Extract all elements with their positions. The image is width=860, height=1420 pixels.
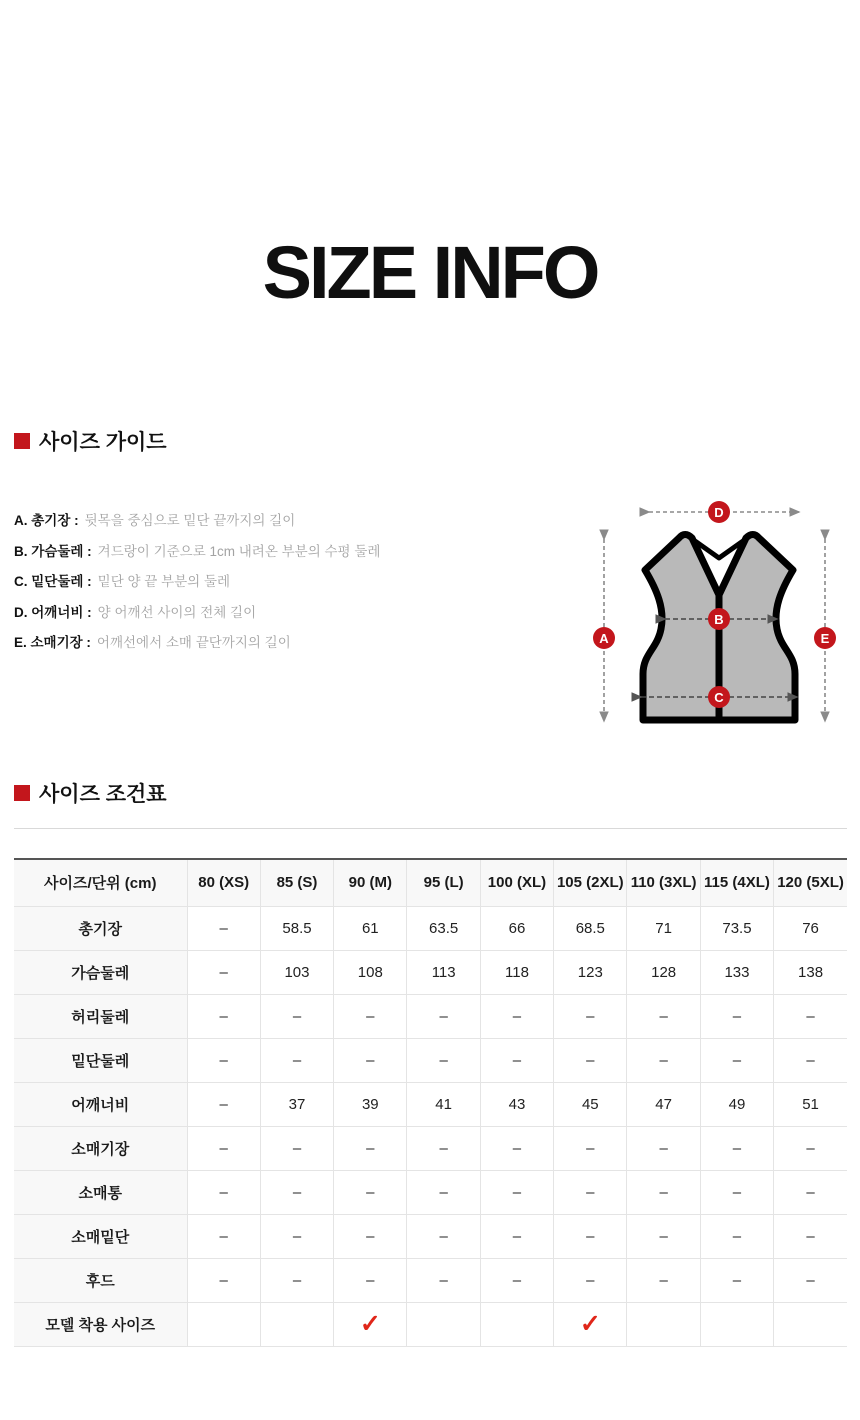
row-label: 어깨너비 xyxy=(14,1082,187,1126)
table-row xyxy=(14,906,847,950)
size-value-cell: 133 xyxy=(700,950,773,994)
size-value-cell: – xyxy=(187,994,260,1038)
row-label: 밑단둘레 xyxy=(14,1038,187,1082)
column-header-size: 120 (5XL) xyxy=(774,859,847,906)
size-value-cell: – xyxy=(260,1126,333,1170)
size-value-cell: 118 xyxy=(480,950,553,994)
table-header-row xyxy=(14,859,847,906)
size-value-cell: – xyxy=(260,1214,333,1258)
column-header-size: 105 (2XL) xyxy=(554,859,627,906)
guide-item-label: E. 소매기장 : xyxy=(14,635,91,651)
table-row xyxy=(14,1302,847,1346)
size-table-heading xyxy=(14,778,167,808)
size-value-cell: – xyxy=(260,994,333,1038)
row-label: 소매통 xyxy=(14,1170,187,1214)
size-value-cell: – xyxy=(187,1214,260,1258)
size-value-cell: – xyxy=(187,1038,260,1082)
badge-c: C xyxy=(714,690,724,705)
guide-item-description: 겨드랑이 기준으로 1cm 내려온 부분의 수평 둘레 xyxy=(97,543,381,559)
size-value-cell: – xyxy=(334,994,407,1038)
vest-measurement-diagram xyxy=(583,494,847,744)
guide-item-label: D. 어깨너비 : xyxy=(14,604,92,620)
size-value-cell: – xyxy=(774,1126,847,1170)
horizontal-divider xyxy=(14,828,847,829)
size-value-cell: 45 xyxy=(554,1082,627,1126)
column-header-size: 110 (3XL) xyxy=(627,859,700,906)
size-value-cell: – xyxy=(334,1170,407,1214)
size-value-cell: 41 xyxy=(407,1082,480,1126)
column-header-unit: 사이즈/단위 (cm) xyxy=(14,859,187,906)
size-value-cell: – xyxy=(480,1038,553,1082)
size-value-cell: 128 xyxy=(627,950,700,994)
size-value-cell: – xyxy=(700,1214,773,1258)
size-value-cell: – xyxy=(187,1126,260,1170)
size-value-cell: – xyxy=(774,994,847,1038)
check-icon: ✓ xyxy=(359,1309,381,1338)
size-value-cell: – xyxy=(187,1082,260,1126)
check-icon: ✓ xyxy=(579,1309,601,1338)
size-value-cell: 66 xyxy=(480,906,553,950)
size-value-cell: 123 xyxy=(554,950,627,994)
table-row xyxy=(14,1214,847,1258)
size-guide-heading xyxy=(14,426,167,456)
size-value-cell: – xyxy=(407,994,480,1038)
size-value-cell: – xyxy=(700,1126,773,1170)
size-value-cell: – xyxy=(334,1214,407,1258)
table-row xyxy=(14,1082,847,1126)
size-value-cell: – xyxy=(480,1170,553,1214)
table-row xyxy=(14,1126,847,1170)
size-value-cell: – xyxy=(554,994,627,1038)
size-value-cell: 138 xyxy=(774,950,847,994)
size-value-cell: – xyxy=(627,1258,700,1302)
guide-item xyxy=(14,565,380,596)
badge-a: A xyxy=(599,631,609,646)
table-body xyxy=(14,906,847,1346)
size-value-cell: – xyxy=(407,1126,480,1170)
table-head xyxy=(14,859,847,906)
size-value-cell: 37 xyxy=(260,1082,333,1126)
size-value-cell: 58.5 xyxy=(260,906,333,950)
size-value-cell: – xyxy=(187,906,260,950)
table-row xyxy=(14,1038,847,1082)
guide-item xyxy=(14,596,380,627)
row-label: 허리둘레 xyxy=(14,994,187,1038)
size-value-cell: – xyxy=(334,1126,407,1170)
size-value-cell: 51 xyxy=(774,1082,847,1126)
size-spec-table xyxy=(14,858,847,1347)
size-value-cell: 39 xyxy=(334,1082,407,1126)
size-value-cell: – xyxy=(700,1170,773,1214)
row-label: 소매밑단 xyxy=(14,1214,187,1258)
red-square-bullet-icon xyxy=(14,785,30,801)
table-row xyxy=(14,994,847,1038)
column-header-size: 80 (XS) xyxy=(187,859,260,906)
size-value-cell: – xyxy=(700,994,773,1038)
size-value-cell: – xyxy=(700,1258,773,1302)
size-value-cell: – xyxy=(260,1038,333,1082)
badge-e: E xyxy=(820,631,830,646)
size-value-cell xyxy=(407,1302,480,1346)
size-guide-heading-label: 사이즈 가이드 xyxy=(39,431,167,454)
row-label: 소매기장 xyxy=(14,1126,187,1170)
size-value-cell: – xyxy=(407,1214,480,1258)
guide-item-label: C. 밑단둘레 : xyxy=(14,574,92,590)
size-value-cell: – xyxy=(480,1214,553,1258)
size-value-cell: – xyxy=(480,994,553,1038)
size-value-cell xyxy=(627,1302,700,1346)
row-label: 모델 착용 사이즈 xyxy=(14,1302,187,1346)
guide-item-description: 어깨선에서 소매 끝단까지의 길이 xyxy=(96,635,291,651)
model-size-check-cell xyxy=(554,1302,627,1346)
size-value-cell: – xyxy=(627,994,700,1038)
guide-item xyxy=(14,504,380,535)
row-label: 총기장 xyxy=(14,906,187,950)
size-value-cell: – xyxy=(627,1038,700,1082)
size-value-cell: – xyxy=(334,1258,407,1302)
size-value-cell xyxy=(260,1302,333,1346)
size-value-cell: – xyxy=(407,1170,480,1214)
size-value-cell xyxy=(774,1302,847,1346)
size-value-cell: 71 xyxy=(627,906,700,950)
guide-item-label: A. 총기장 : xyxy=(14,513,79,529)
size-value-cell: 61 xyxy=(334,906,407,950)
guide-item-description: 밑단 양 끝 부분의 둘레 xyxy=(97,574,231,590)
size-value-cell: 63.5 xyxy=(407,906,480,950)
size-value-cell: – xyxy=(774,1258,847,1302)
size-value-cell: 76 xyxy=(774,906,847,950)
column-header-size: 100 (XL) xyxy=(480,859,553,906)
guide-item xyxy=(14,626,380,657)
size-value-cell: – xyxy=(187,1258,260,1302)
size-value-cell: – xyxy=(407,1038,480,1082)
size-value-cell: – xyxy=(480,1258,553,1302)
size-value-cell xyxy=(187,1302,260,1346)
size-value-cell xyxy=(700,1302,773,1346)
row-label: 가슴둘레 xyxy=(14,950,187,994)
guide-item-description: 뒷목을 중심으로 밑단 끝까지의 길이 xyxy=(84,513,296,529)
size-value-cell: 68.5 xyxy=(554,906,627,950)
size-value-cell: – xyxy=(187,1170,260,1214)
size-value-cell: – xyxy=(700,1038,773,1082)
size-value-cell: 47 xyxy=(627,1082,700,1126)
column-header-size: 90 (M) xyxy=(334,859,407,906)
size-guide-list xyxy=(14,504,380,657)
badge-b: B xyxy=(714,612,724,627)
size-value-cell: 103 xyxy=(260,950,333,994)
table-row xyxy=(14,1170,847,1214)
table-row xyxy=(14,1258,847,1302)
size-value-cell: – xyxy=(627,1214,700,1258)
size-value-cell: – xyxy=(554,1038,627,1082)
column-header-size: 85 (S) xyxy=(260,859,333,906)
size-value-cell: 108 xyxy=(334,950,407,994)
column-header-size: 115 (4XL) xyxy=(700,859,773,906)
size-value-cell: – xyxy=(774,1038,847,1082)
size-value-cell: – xyxy=(554,1126,627,1170)
size-value-cell: – xyxy=(187,950,260,994)
size-value-cell: – xyxy=(774,1214,847,1258)
size-value-cell xyxy=(480,1302,553,1346)
guide-item-description: 양 어깨선 사이의 전체 길이 xyxy=(97,604,257,620)
guide-item xyxy=(14,535,380,566)
size-value-cell: – xyxy=(627,1126,700,1170)
badge-d: D xyxy=(714,505,724,520)
row-label: 후드 xyxy=(14,1258,187,1302)
size-value-cell: 73.5 xyxy=(700,906,773,950)
model-size-check-cell xyxy=(334,1302,407,1346)
size-value-cell: – xyxy=(774,1170,847,1214)
size-value-cell: – xyxy=(554,1170,627,1214)
size-value-cell: – xyxy=(260,1170,333,1214)
size-value-cell: – xyxy=(334,1038,407,1082)
red-square-bullet-icon xyxy=(14,433,30,449)
column-header-size: 95 (L) xyxy=(407,859,480,906)
table-row xyxy=(14,950,847,994)
size-value-cell: – xyxy=(554,1214,627,1258)
size-value-cell: 113 xyxy=(407,950,480,994)
size-value-cell: – xyxy=(480,1126,553,1170)
size-value-cell: 49 xyxy=(700,1082,773,1126)
size-value-cell: 43 xyxy=(480,1082,553,1126)
size-value-cell: – xyxy=(554,1258,627,1302)
size-value-cell: – xyxy=(407,1258,480,1302)
guide-item-label: B. 가슴둘레 : xyxy=(14,543,92,559)
size-value-cell: – xyxy=(627,1170,700,1214)
page-title: SIZE INFO xyxy=(262,231,598,314)
size-value-cell: – xyxy=(260,1258,333,1302)
size-table-heading-label: 사이즈 조건표 xyxy=(39,783,167,806)
